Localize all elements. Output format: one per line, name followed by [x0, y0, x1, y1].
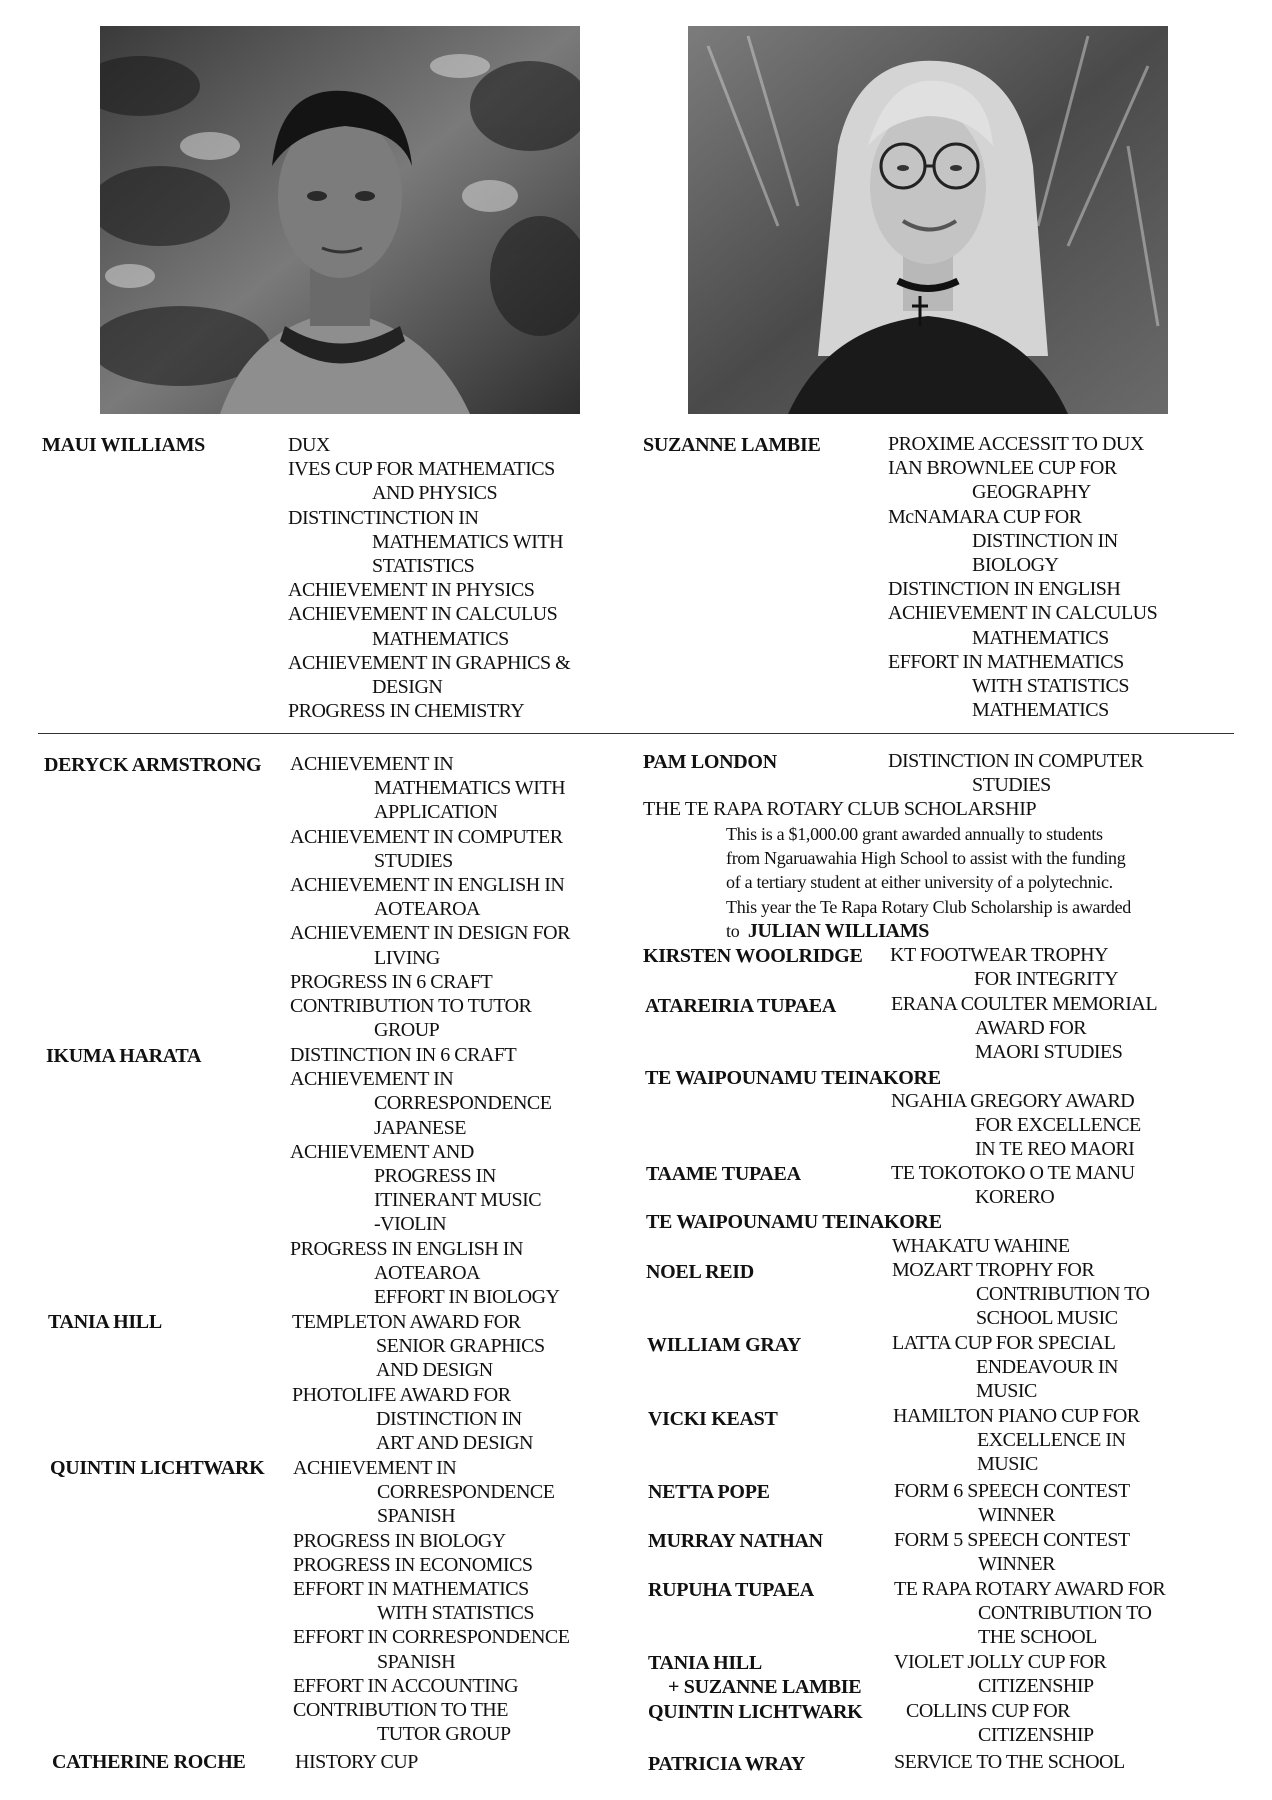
- scholarship-title: THE TE RAPA ROTARY CLUB SCHOLARSHIP: [643, 798, 1037, 820]
- award-line: ACHIEVEMENT AND: [290, 1140, 474, 1163]
- scholarship-award-line: [726, 919, 1131, 943]
- award-line: CORRESPONDENCE: [377, 1481, 555, 1504]
- award-line: ACHIEVEMENT IN: [290, 1068, 454, 1091]
- award-line: -VIOLIN: [374, 1213, 447, 1236]
- recipient-name: TANIA HILL: [648, 1652, 762, 1674]
- award-line: EFFORT IN MATHEMATICS: [293, 1578, 529, 1601]
- award-line: EFFORT IN BIOLOGY: [374, 1286, 560, 1309]
- award-line: DISTINCTION IN 6 CRAFT: [290, 1044, 517, 1066]
- award-line: TUTOR GROUP: [377, 1723, 511, 1746]
- award-line: WITH STATISTICS: [972, 675, 1130, 698]
- award-line: CONTRIBUTION TO THE: [293, 1699, 508, 1722]
- award-line: DISTINCTION IN COMPUTER: [888, 750, 1144, 772]
- recipient-name: DERYCK ARMSTRONG: [44, 754, 262, 776]
- award-line: TE RAPA ROTARY AWARD FOR: [894, 1578, 1166, 1600]
- award-line: SPANISH: [377, 1505, 456, 1528]
- award-line: PROGRESS IN 6 CRAFT: [290, 970, 493, 993]
- divider-rule: [38, 733, 1234, 734]
- award-line: McNAMARA CUP FOR: [888, 505, 1082, 528]
- award-line: ACHIEVEMENT IN DESIGN FOR: [290, 922, 570, 945]
- award-line: ERANA COULTER MEMORIAL: [891, 993, 1158, 1015]
- award-line: AND DESIGN: [376, 1359, 493, 1382]
- award-list: [888, 749, 1143, 797]
- recipient-name: NETTA POPE: [648, 1481, 770, 1503]
- award-line: MATHEMATICS: [372, 627, 509, 650]
- award-line: STATISTICS: [372, 555, 475, 578]
- award-line: WINNER: [978, 1504, 1055, 1527]
- award-list: [892, 1331, 1118, 1404]
- award-list: [894, 1650, 1106, 1698]
- award-line: ACHIEVEMENT IN CALCULUS: [288, 603, 558, 626]
- award-list: [290, 752, 570, 1042]
- award-line: HISTORY CUP: [295, 1751, 418, 1773]
- award-line: MOZART TROPHY FOR: [892, 1259, 1095, 1281]
- award-line: JAPANESE: [374, 1116, 466, 1139]
- recipient-name: MAUI WILLIAMS: [42, 434, 205, 456]
- award-line: MAORI STUDIES: [975, 1041, 1123, 1064]
- award-line: GROUP: [374, 1019, 440, 1042]
- recipient-name: KIRSTEN WOOLRIDGE: [643, 945, 863, 967]
- award-line: APPLICATION: [374, 801, 498, 824]
- award-line: WHAKATU WAHINE: [892, 1235, 1070, 1257]
- scholarship-recipient: JULIAN WILLIAMS: [747, 919, 930, 942]
- award-line: CONTRIBUTION TO: [976, 1283, 1150, 1306]
- recipient-name: TE WAIPOUNAMU TEINAKORE: [645, 1067, 941, 1089]
- award-line: THE SCHOOL: [978, 1626, 1097, 1649]
- award-line: GEOGRAPHY: [972, 481, 1091, 504]
- award-line: ACHIEVEMENT IN GRAPHICS &: [288, 651, 571, 674]
- award-list: [891, 1161, 1135, 1209]
- recipient-name: SUZANNE LAMBIE: [643, 434, 821, 456]
- award-line: FORM 6 SPEECH CONTEST: [894, 1480, 1130, 1502]
- scholarship-line: This year the Te Rapa Rotary Club Scholarship is awarded: [726, 896, 1132, 917]
- award-list: [293, 1456, 569, 1746]
- award-list: [892, 1258, 1149, 1331]
- award-line: PROGRESS IN ENGLISH IN: [290, 1237, 523, 1260]
- award-line: ACHIEVEMENT IN: [290, 753, 454, 775]
- award-line: PROGRESS IN: [374, 1165, 496, 1188]
- award-line: MUSIC: [977, 1453, 1038, 1476]
- award-list: [894, 1479, 1130, 1527]
- award-line: KT FOOTWEAR TROPHY: [890, 944, 1109, 966]
- award-line: CONTRIBUTION TO TUTOR: [290, 995, 532, 1018]
- recipient-name: NOEL REID: [646, 1261, 754, 1283]
- award-list: [292, 1310, 545, 1455]
- award-list: [295, 1750, 418, 1774]
- award-list: [906, 1699, 1094, 1747]
- award-line: COLLINS CUP FOR: [906, 1700, 1071, 1722]
- award-line: TEMPLETON AWARD FOR: [292, 1311, 521, 1333]
- award-line: AOTEAROA: [374, 1261, 480, 1284]
- scholarship-description: [726, 822, 1131, 943]
- award-line: IAN BROWNLEE CUP FOR: [888, 457, 1117, 480]
- award-line: STUDIES: [972, 774, 1051, 797]
- award-line: AND PHYSICS: [372, 482, 498, 505]
- recipient-name: IKUMA HARATA: [46, 1045, 202, 1067]
- award-line: DISTINCTION IN ENGLISH: [888, 578, 1121, 601]
- award-list: [894, 1528, 1130, 1576]
- award-line: EFFORT IN ACCOUNTING: [293, 1674, 519, 1697]
- award-line: ACHIEVEMENT IN CALCULUS: [888, 602, 1158, 625]
- award-line: AOTEAROA: [374, 898, 480, 921]
- award-line: PROGRESS IN CHEMISTRY: [288, 700, 525, 723]
- award-line: SENIOR GRAPHICS: [376, 1335, 545, 1358]
- recipient-name: TE WAIPOUNAMU TEINAKORE: [646, 1211, 942, 1233]
- award-list: [891, 992, 1157, 1065]
- award-list: [888, 432, 1157, 722]
- award-line: CITIZENSHIP: [978, 1724, 1094, 1747]
- recipient-name: WILLIAM GRAY: [647, 1334, 802, 1356]
- award-line: DISTINCTION IN: [972, 529, 1118, 552]
- award-list: [891, 1089, 1141, 1162]
- recipient-name: PATRICIA WRAY: [648, 1753, 806, 1775]
- award-line: HAMILTON PIANO CUP FOR: [893, 1405, 1140, 1427]
- award-line: LIVING: [374, 946, 440, 969]
- award-line: DESIGN: [372, 676, 443, 699]
- award-line: PROGRESS IN BIOLOGY: [293, 1529, 506, 1552]
- award-list: [893, 1404, 1140, 1477]
- award-list: [290, 1043, 560, 1309]
- recipient-name: PAM LONDON: [643, 751, 777, 773]
- award-line: CORRESPONDENCE: [374, 1092, 552, 1115]
- award-line: ACHIEVEMENT IN: [293, 1457, 457, 1479]
- award-line: LATTA CUP FOR SPECIAL: [892, 1332, 1116, 1354]
- award-line: DISTINCTINCTION IN: [288, 506, 479, 529]
- recipient-name-second: + SUZANNE LAMBIE: [668, 1676, 862, 1698]
- scholarship-line: This is a $1,000.00 grant awarded annually to students: [726, 824, 1103, 844]
- scholarship-line: from Ngaruawahia High School to assist with the funding: [726, 848, 1126, 869]
- award-list: [892, 1234, 1070, 1258]
- award-line: ART AND DESIGN: [376, 1432, 533, 1455]
- award-line: EXCELLENCE IN: [977, 1429, 1126, 1452]
- recipient-name: TANIA HILL: [48, 1311, 162, 1333]
- award-line: WITH STATISTICS: [377, 1602, 535, 1625]
- award-line: SPANISH: [377, 1650, 456, 1673]
- award-line: TE TOKOTOKO O TE MANU: [891, 1162, 1135, 1184]
- award-line: DUX: [288, 434, 330, 456]
- recipient-name: ATAREIRIA TUPAEA: [645, 995, 836, 1017]
- recipient-name: CATHERINE ROCHE: [52, 1751, 246, 1773]
- scholarship-line: of a tertiary student at either university of a polytechnic.: [726, 872, 1113, 893]
- award-line: ITINERANT MUSIC: [374, 1189, 542, 1212]
- award-line: MATHEMATICS: [972, 626, 1109, 649]
- photo-suzanne-lambie: [688, 26, 1168, 414]
- award-line: FOR INTEGRITY: [974, 968, 1119, 991]
- award-line: ACHIEVEMENT IN ENGLISH IN: [290, 874, 565, 897]
- award-list: [894, 1750, 1125, 1774]
- award-line: MUSIC: [976, 1380, 1037, 1403]
- award-line: CITIZENSHIP: [978, 1675, 1094, 1698]
- award-line: BIOLOGY: [972, 554, 1059, 577]
- award-line: FOR EXCELLENCE: [975, 1114, 1141, 1137]
- award-line: DISTINCTION IN: [376, 1407, 522, 1430]
- award-line: ENDEAVOUR IN: [976, 1356, 1118, 1379]
- award-line: IVES CUP FOR MATHEMATICS: [288, 458, 555, 481]
- award-line: CONTRIBUTION TO: [978, 1602, 1152, 1625]
- recipient-name: MURRAY NATHAN: [648, 1530, 823, 1552]
- award-line: MATHEMATICS WITH: [372, 530, 564, 553]
- recipient-name: QUINTIN LICHTWARK: [648, 1701, 863, 1723]
- award-line: MATHEMATICS WITH: [374, 777, 566, 800]
- award-line: STUDIES: [374, 849, 453, 872]
- award-line: PROXIME ACCESSIT TO DUX: [888, 433, 1144, 455]
- scholarship-to: to: [726, 920, 740, 941]
- award-list: [890, 943, 1118, 991]
- recipient-name: TAAME TUPAEA: [646, 1163, 801, 1185]
- award-line: NGAHIA GREGORY AWARD: [891, 1090, 1135, 1112]
- award-line: WINNER: [978, 1553, 1055, 1576]
- award-line: PROGRESS IN ECONOMICS: [293, 1553, 533, 1576]
- award-list: [288, 433, 570, 723]
- award-line: ACHIEVEMENT IN COMPUTER: [290, 825, 563, 848]
- award-line: MATHEMATICS: [972, 699, 1109, 722]
- award-line: FORM 5 SPEECH CONTEST: [894, 1529, 1130, 1551]
- award-line: KORERO: [975, 1186, 1055, 1209]
- award-line: ACHIEVEMENT IN PHYSICS: [288, 579, 535, 602]
- award-line: EFFORT IN CORRESPONDENCE: [293, 1626, 570, 1649]
- recipient-name: VICKI KEAST: [648, 1408, 778, 1430]
- photo-maui-williams: [100, 26, 580, 414]
- award-line: PHOTOLIFE AWARD FOR: [292, 1383, 511, 1406]
- award-line: IN TE REO MAORI: [975, 1138, 1135, 1161]
- award-line: SCHOOL MUSIC: [976, 1307, 1118, 1330]
- recipient-name: RUPUHA TUPAEA: [648, 1579, 814, 1601]
- award-line: VIOLET JOLLY CUP FOR: [894, 1651, 1107, 1673]
- award-line: SERVICE TO THE SCHOOL: [894, 1751, 1125, 1773]
- recipient-name: QUINTIN LICHTWARK: [50, 1457, 265, 1479]
- award-line: AWARD FOR: [975, 1017, 1087, 1040]
- award-line: EFFORT IN MATHEMATICS: [888, 650, 1124, 673]
- award-list: [894, 1577, 1165, 1650]
